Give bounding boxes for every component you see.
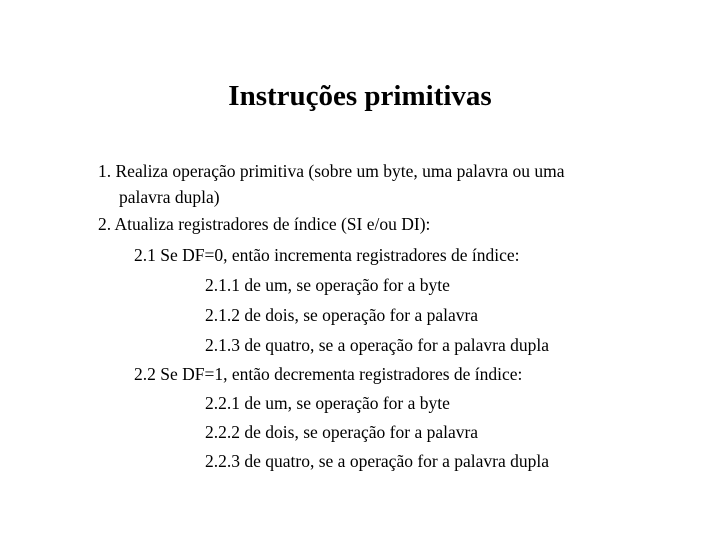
list-item-text: de dois, se operação for a palavra: [244, 422, 479, 442]
list-item-1: [98, 160, 565, 182]
list-item-number: 2.: [98, 214, 112, 234]
list-item-2-2-1: [205, 392, 450, 414]
list-item-number: 2.2.3: [205, 451, 240, 471]
list-item-2-2-3: [205, 450, 549, 472]
list-item-text: de dois, se operação for a palavra: [244, 305, 479, 325]
list-item-text: de quatro, se a operação for a palavra dupla: [244, 335, 550, 355]
list-item-text: de um, se operação for a byte: [244, 393, 450, 413]
list-item-number: 2.2.1: [205, 393, 240, 413]
list-item-1-continuation: palavra dupla): [119, 187, 220, 207]
list-item-2-1: [134, 244, 520, 266]
list-item-text: Se DF=0, então incrementa registradores de índice:: [160, 245, 520, 265]
slide-title: Instruções primitivas: [228, 80, 492, 112]
list-item-2-2-2: [205, 421, 478, 443]
list-item-number: 1.: [98, 161, 112, 181]
list-item-number: 2.1.1: [205, 275, 240, 295]
list-item-2: [98, 213, 430, 235]
list-item-2-1-1: [205, 274, 450, 296]
list-item-number: 2.1: [134, 245, 156, 265]
list-item-number: 2.2: [134, 364, 156, 384]
list-item-text: Realiza operação primitiva (sobre um byte, uma palavra ou uma: [115, 161, 565, 181]
list-item-2-2: [134, 363, 522, 385]
list-item-text: Se DF=1, então decrementa registradores de índice:: [160, 364, 523, 384]
list-item-text: de quatro, se a operação for a palavra dupla: [244, 451, 550, 471]
list-item-number: 2.2.2: [205, 422, 240, 442]
list-item-2-1-3: [205, 334, 549, 356]
list-item-number: 2.1.2: [205, 305, 240, 325]
list-item-2-1-2: [205, 304, 478, 326]
list-item-text: Atualiza registradores de índice (SI e/ou DI):: [114, 214, 431, 234]
list-item-text: de um, se operação for a byte: [244, 275, 450, 295]
list-item-number: 2.1.3: [205, 335, 240, 355]
